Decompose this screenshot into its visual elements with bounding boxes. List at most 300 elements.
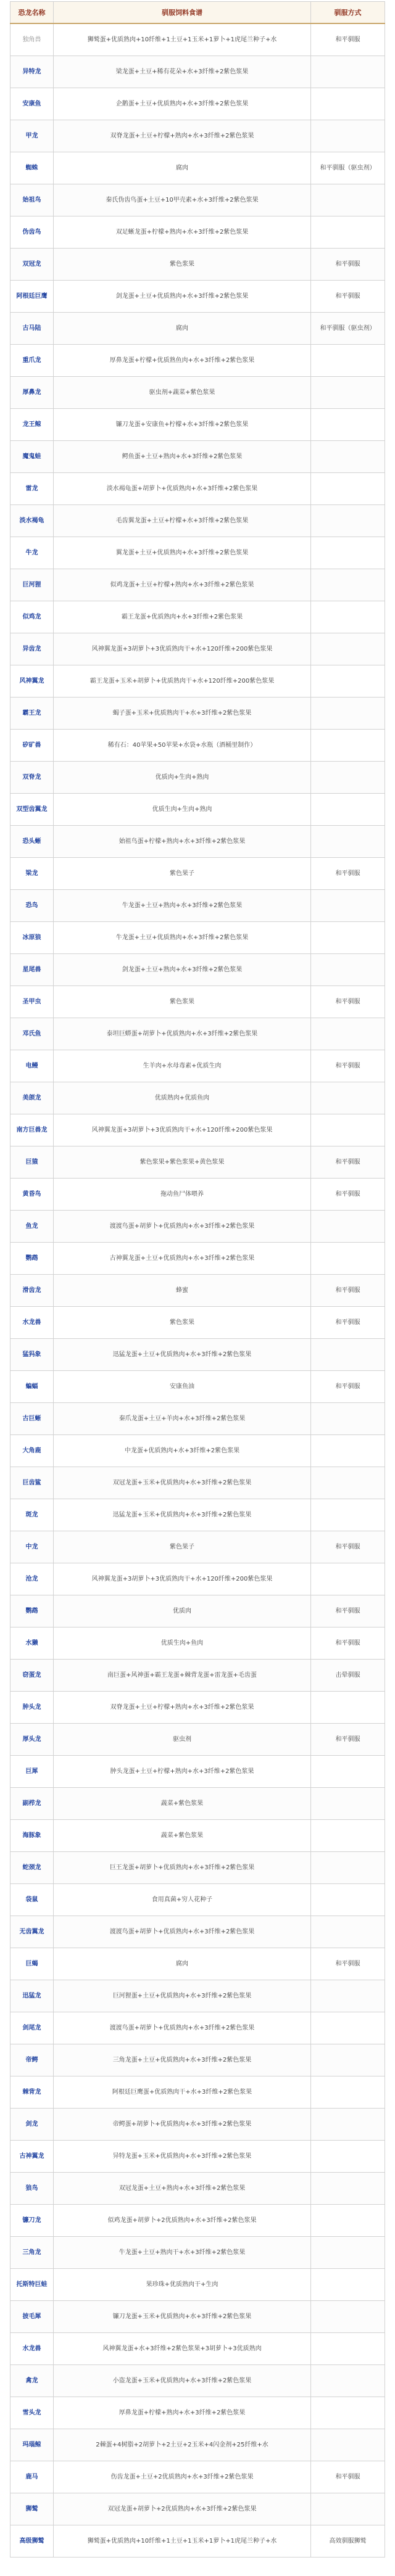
feed-recipe: 双冠龙蛋+玉米+优质熟肉+水+3纤维+2紫色浆果 — [54, 1467, 311, 1499]
table-row — [10, 248, 385, 280]
taming-method — [311, 2044, 385, 2076]
taming-method: 和平驯服 — [311, 1723, 385, 1755]
table-header-row — [10, 2, 385, 24]
feed-recipe: 伤齿龙蛋+土豆+2优质熟肉+水+3纤维+2紫色浆果 — [54, 2461, 311, 2493]
taming-method — [311, 601, 385, 633]
taming-method — [311, 921, 385, 953]
table-row — [10, 344, 385, 376]
taming-method — [311, 2236, 385, 2268]
dino-name: 异齿龙 — [10, 633, 54, 665]
dino-name: 黄昏鸟 — [10, 1178, 54, 1210]
table-row — [10, 216, 385, 248]
table-row — [10, 408, 385, 440]
feed-recipe: 优质肉 — [54, 1595, 311, 1627]
dino-name: 大角鹿 — [10, 1434, 54, 1467]
taming-method — [311, 2493, 385, 2525]
taming-method — [311, 2332, 385, 2364]
feed-recipe: 厚鼻龙蛋+柠檬+优质熟鱼肉+水+3纤维+2紫色浆果 — [54, 344, 311, 376]
taming-method — [311, 761, 385, 793]
dino-name: 冰原狼 — [10, 921, 54, 953]
dino-name: 异特龙 — [10, 56, 54, 88]
dino-name: 托斯特巨蛙 — [10, 2268, 54, 2300]
taming-method — [311, 1691, 385, 1723]
table-row — [10, 184, 385, 216]
feed-recipe: 紫色浆果+紫色浆果+黄色浆果 — [54, 1146, 311, 1178]
taming-method — [311, 2204, 385, 2236]
taming-method: 和平驯服 — [311, 857, 385, 889]
feed-recipe: 始祖鸟蛋+柠檬+熟肉+水+3纤维+2紫色浆果 — [54, 825, 311, 857]
feed-recipe: 优质生肉+鱼肉 — [54, 1627, 311, 1659]
taming-method — [311, 665, 385, 697]
table-row — [10, 761, 385, 793]
taming-method: 和平驯服 — [311, 1370, 385, 1402]
table-row — [10, 986, 385, 1018]
table-row — [10, 857, 385, 889]
table-row — [10, 1691, 385, 1723]
feed-recipe: 双脊龙蛋+土豆+柠檬+熟肉+水+3纤维+2紫色浆果 — [54, 120, 311, 152]
table-row — [10, 729, 385, 761]
dino-name: 古巨蜥 — [10, 1402, 54, 1434]
table-row — [10, 2012, 385, 2044]
dino-name: 古马陆 — [10, 312, 54, 344]
taming-method: 和平驯服 — [311, 1274, 385, 1306]
table-row — [10, 2364, 385, 2397]
taming-method — [311, 1787, 385, 1819]
taming-method — [311, 1210, 385, 1242]
feed-recipe: 紫色浆果 — [54, 1306, 311, 1338]
feed-recipe: 蝎子蛋+玉米+优质熟肉干+水+3纤维+2紫色浆果 — [54, 697, 311, 729]
dino-name: 鱼龙 — [10, 1210, 54, 1242]
dino-name: 中龙 — [10, 1531, 54, 1563]
feed-recipe: 梁龙蛋+土豆+稀有花朵+水+3纤维+2紫色浆果 — [54, 56, 311, 88]
feed-recipe: 镰刀龙蛋+安康鱼+柠檬+水+3纤维+2紫色浆果 — [54, 408, 311, 440]
dino-name: 电鳗 — [10, 1050, 54, 1082]
table-row — [10, 1050, 385, 1082]
feed-recipe: 腐肉 — [54, 312, 311, 344]
feed-recipe: 毛齿翼龙蛋+土豆+柠檬+水+3纤维+2紫色浆果 — [54, 504, 311, 537]
feed-recipe: 紫色浆果 — [54, 248, 311, 280]
feed-recipe: 帝鳄蛋+胡萝卜+优质熟肉+水+3纤维+2紫色浆果 — [54, 2108, 311, 2140]
feed-recipe: 风神翼龙蛋+3胡萝卜+3优质熟肉干+水+120纤维+200紫色浆果 — [54, 1563, 311, 1595]
table-row — [10, 56, 385, 88]
dino-name: 鹿马 — [10, 2461, 54, 2493]
feed-recipe: 小盗龙蛋+玉米+优质熟肉+水+3纤维+2紫色浆果 — [54, 2364, 311, 2397]
taming-method — [311, 56, 385, 88]
dino-name: 风神翼龙 — [10, 665, 54, 697]
feed-recipe: 镰刀龙蛋+玉米+优质熟肉+水+3纤维+2紫色浆果 — [54, 2300, 311, 2332]
dino-name: 矽矿兽 — [10, 729, 54, 761]
taming-method — [311, 1883, 385, 1916]
taming-method — [311, 1563, 385, 1595]
feed-recipe: 渡渡鸟蛋+胡萝卜+优质熟肉+水+3纤维+2紫色浆果 — [54, 1916, 311, 1948]
taming-method — [311, 793, 385, 825]
table-row — [10, 1082, 385, 1114]
taming-method — [311, 1114, 385, 1146]
table-row — [10, 504, 385, 537]
table-row — [10, 1434, 385, 1467]
table-row — [10, 2429, 385, 2461]
table-row — [10, 1210, 385, 1242]
dino-name: 似鸡龙 — [10, 601, 54, 633]
dino-name: 龙王鲸 — [10, 408, 54, 440]
taming-method: 高效驯服狮鹫 — [311, 2525, 385, 2557]
taming-method — [311, 825, 385, 857]
dino-name: 恐鸟 — [10, 889, 54, 921]
feed-recipe: 巨河狸蛋+土豆+优质熟肉+水+3纤维+2紫色浆果 — [54, 1980, 311, 2012]
table-row — [10, 152, 385, 184]
table-row — [10, 1242, 385, 1274]
taming-method — [311, 2012, 385, 2044]
taming-method — [311, 376, 385, 408]
table-row — [10, 2268, 385, 2300]
taming-method: 和平驯服 — [311, 2461, 385, 2493]
taming-method — [311, 1242, 385, 1274]
feed-recipe: 牛龙蛋+土豆+熟肉干+水+3纤维+2紫色浆果 — [54, 2236, 311, 2268]
feed-recipe: 南巨蛋+风神蛋+霸王龙蛋+棘背龙蛋+雷龙蛋+毛齿蛋 — [54, 1659, 311, 1691]
table-row — [10, 1627, 385, 1659]
dino-name: 厚头龙 — [10, 1723, 54, 1755]
dino-name: 淡水褐龟 — [10, 504, 54, 537]
feed-recipe: 蜂蜜 — [54, 1274, 311, 1306]
dino-name: 棘背龙 — [10, 2076, 54, 2108]
taming-method — [311, 1082, 385, 1114]
dino-name: 独角兽 — [10, 23, 54, 56]
table-row — [10, 665, 385, 697]
feed-recipe: 迅猛龙蛋+玉米+优质熟肉+水+3纤维+2紫色浆果 — [54, 1499, 311, 1531]
dino-name: 巨齿鲨 — [10, 1467, 54, 1499]
taming-table — [10, 1, 385, 2557]
dino-name: 迅猛龙 — [10, 1980, 54, 2012]
feed-recipe: 秦爪龙蛋+土豆+羊肉+水+3纤维+2紫色浆果 — [54, 1402, 311, 1434]
table-row — [10, 1723, 385, 1755]
feed-recipe: 秦氏伪齿鸟蛋+土豆+10甲壳素+水+3纤维+2紫色浆果 — [54, 184, 311, 216]
taming-method — [311, 2108, 385, 2140]
table-row — [10, 793, 385, 825]
dino-name: 鹦鹉 — [10, 1595, 54, 1627]
table-row — [10, 312, 385, 344]
feed-recipe: 巨王龙蛋+胡萝卜+优质熟肉+水+3纤维+2紫色浆果 — [54, 1851, 311, 1883]
taming-method — [311, 184, 385, 216]
table-row — [10, 1980, 385, 2012]
taming-method — [311, 2300, 385, 2332]
dino-name: 雷龙 — [10, 472, 54, 504]
taming-method — [311, 2140, 385, 2172]
feed-recipe: 狮鹫蛋+优质熟肉+10纤维+1土豆+1玉米+1萝卜+1虎尾兰种子+水 — [54, 23, 311, 56]
taming-method — [311, 472, 385, 504]
table-row — [10, 23, 385, 56]
dino-name: 禽龙 — [10, 2364, 54, 2397]
feed-recipe: 翼龙蛋+土豆+优质熟肉+水+3纤维+2紫色浆果 — [54, 537, 311, 569]
header-name: 恐龙名称 — [10, 2, 54, 24]
taming-method — [311, 569, 385, 601]
feed-recipe: 稀有石：40苹果+50苹果+水袋+水瓶（酒桶里制作） — [54, 729, 311, 761]
feed-recipe: 渡渡鸟蛋+胡萝卜+优质熟肉+水+3纤维+2紫色浆果 — [54, 1210, 311, 1242]
feed-recipe: 腐肉 — [54, 1948, 311, 1980]
dino-name: 恐头蜥 — [10, 825, 54, 857]
feed-recipe: 异特龙蛋+玉米+优质熟肉+水+3纤维+2紫色浆果 — [54, 2140, 311, 2172]
taming-method — [311, 2076, 385, 2108]
taming-method: 击晕驯服 — [311, 1659, 385, 1691]
feed-recipe: 拖动鱼尸体喂养 — [54, 1178, 311, 1210]
taming-method — [311, 953, 385, 986]
feed-recipe: 生羊肉+水母毒素+优质生肉 — [54, 1050, 311, 1082]
dino-name: 巨犀 — [10, 1755, 54, 1787]
table-row — [10, 88, 385, 120]
feed-recipe: 双冠龙蛋+胡萝卜+2优质熟肉+水+3纤维+2紫色浆果 — [54, 2493, 311, 2525]
feed-recipe: 腐肉 — [54, 152, 311, 184]
taming-method — [311, 1819, 385, 1851]
table-row — [10, 472, 385, 504]
table-row — [10, 1819, 385, 1851]
dino-name: 斑龙 — [10, 1499, 54, 1531]
table-row — [10, 1178, 385, 1210]
taming-method — [311, 633, 385, 665]
table-row — [10, 633, 385, 665]
table-row — [10, 1467, 385, 1499]
dino-name: 猛犸象 — [10, 1338, 54, 1370]
dino-name: 安康鱼 — [10, 88, 54, 120]
table-row — [10, 1306, 385, 1338]
dino-name: 巨猿 — [10, 1146, 54, 1178]
dino-name: 巨蝎 — [10, 1948, 54, 1980]
taming-method — [311, 88, 385, 120]
dino-name: 圣甲虫 — [10, 986, 54, 1018]
taming-method: 和平驯服 — [311, 1948, 385, 1980]
taming-method — [311, 2397, 385, 2429]
taming-method — [311, 1980, 385, 2012]
table-row — [10, 1114, 385, 1146]
feed-recipe: 2棘蛋+4树脂+2胡萝卜+2土豆+2玉米+4闪金剂+25纤维+水 — [54, 2429, 311, 2461]
header-feed: 驯服饲料食谱 — [54, 2, 311, 24]
feed-recipe: 狮鹫蛋+优质熟肉+10纤维+1土豆+1玉米+1萝卜+1虎尾兰种子+水 — [54, 2525, 311, 2557]
taming-method: 和平驯服 — [311, 986, 385, 1018]
table-row — [10, 1883, 385, 1916]
table-row — [10, 1402, 385, 1434]
feed-recipe: 阿根廷巨鹰蛋+优质熟肉干+水+3纤维+2紫色浆果 — [54, 2076, 311, 2108]
header-method: 驯服方式 — [311, 2, 385, 24]
table-row — [10, 2044, 385, 2076]
table-row — [10, 2172, 385, 2204]
taming-method: 和平驯服（驱虫剂） — [311, 312, 385, 344]
dino-name: 阿根廷巨鹰 — [10, 280, 54, 312]
dino-name: 始祖鸟 — [10, 184, 54, 216]
dino-name: 星尾兽 — [10, 953, 54, 986]
taming-method — [311, 1018, 385, 1050]
taming-method — [311, 1851, 385, 1883]
taming-method — [311, 1402, 385, 1434]
taming-method — [311, 889, 385, 921]
taming-method: 和平驯服（驱虫剂） — [311, 152, 385, 184]
table-row — [10, 697, 385, 729]
feed-recipe: 三角龙蛋+土豆+优质熟肉+水+3纤维+2紫色浆果 — [54, 2044, 311, 2076]
feed-recipe: 霸王龙蛋+优质熟肉+水+3纤维+2紫色浆果 — [54, 601, 311, 633]
taming-method — [311, 729, 385, 761]
taming-method — [311, 1434, 385, 1467]
feed-recipe: 牛龙蛋+土豆+熟肉+水+3纤维+2紫色浆果 — [54, 889, 311, 921]
dino-name: 副栉龙 — [10, 1787, 54, 1819]
dino-name: 霸王龙 — [10, 697, 54, 729]
dino-name: 高级狮鹫 — [10, 2525, 54, 2557]
dino-name: 鹦鹉 — [10, 1242, 54, 1274]
dino-name: 古神翼龙 — [10, 2140, 54, 2172]
taming-method — [311, 216, 385, 248]
dino-name: 狼鸟 — [10, 2172, 54, 2204]
feed-recipe: 安康鱼油 — [54, 1370, 311, 1402]
taming-method — [311, 537, 385, 569]
taming-method: 和平驯服 — [311, 1531, 385, 1563]
taming-method: 和平驯服 — [311, 1595, 385, 1627]
taming-method — [311, 1755, 385, 1787]
table-row — [10, 2493, 385, 2525]
feed-recipe: 双冠龙蛋+土豆+熟肉+水+3纤维+2紫色浆果 — [54, 2172, 311, 2204]
dino-name: 蜘蛛 — [10, 152, 54, 184]
dino-name: 双脊龙 — [10, 761, 54, 793]
dino-name: 狮鹫 — [10, 2493, 54, 2525]
table-row — [10, 120, 385, 152]
dino-name: 双型齿翼龙 — [10, 793, 54, 825]
feed-recipe: 风神翼龙蛋+3胡萝卜+3优质熟肉干+水+120纤维+200紫色浆果 — [54, 633, 311, 665]
table-row — [10, 2525, 385, 2557]
table-row — [10, 2076, 385, 2108]
table-row — [10, 601, 385, 633]
table-row — [10, 1755, 385, 1787]
table-row — [10, 2300, 385, 2332]
taming-method: 和平驯服 — [311, 1178, 385, 1210]
feed-recipe: 果珍珠+优质熟肉干+生肉 — [54, 2268, 311, 2300]
dino-name: 剑尾龙 — [10, 2012, 54, 2044]
dino-name: 雪头龙 — [10, 2397, 54, 2429]
taming-method — [311, 1499, 385, 1531]
feed-recipe: 厚鼻龙蛋+柠檬+熟肉+水+3纤维+2紫色浆果 — [54, 2397, 311, 2429]
dino-name: 海豚象 — [10, 1819, 54, 1851]
taming-method: 和平驯服 — [311, 1627, 385, 1659]
dino-name: 滑齿龙 — [10, 1274, 54, 1306]
taming-method — [311, 1338, 385, 1370]
dino-name: 重爪龙 — [10, 344, 54, 376]
dino-name: 水龙兽 — [10, 2332, 54, 2364]
feed-recipe: 淡水褐龟蛋+胡萝卜+优质熟肉+水+3纤维+2紫色浆果 — [54, 472, 311, 504]
dino-name: 无齿翼龙 — [10, 1916, 54, 1948]
dino-name: 魔鬼蛙 — [10, 440, 54, 472]
dino-name: 水獭 — [10, 1627, 54, 1659]
feed-recipe: 牛龙蛋+土豆+优质熟肉+水+3纤维+2紫色浆果 — [54, 921, 311, 953]
dino-name: 梁龙 — [10, 857, 54, 889]
taming-method — [311, 504, 385, 537]
feed-recipe: 霸王龙蛋+玉米+胡萝卜+优质熟肉干+水+120纤维+200紫色浆果 — [54, 665, 311, 697]
table-row — [10, 2204, 385, 2236]
dino-name: 袋鼠 — [10, 1883, 54, 1916]
table-row — [10, 825, 385, 857]
table-row — [10, 1851, 385, 1883]
table-row — [10, 1916, 385, 1948]
taming-method — [311, 2429, 385, 2461]
dino-name: 美颌龙 — [10, 1082, 54, 1114]
feed-recipe: 蔬菜+紫色浆果 — [54, 1787, 311, 1819]
table-row — [10, 537, 385, 569]
feed-recipe: 食用真菌+穷人花种子 — [54, 1883, 311, 1916]
feed-recipe: 肿头龙蛋+土豆+柠檬+熟肉+水+3纤维+2紫色浆果 — [54, 1755, 311, 1787]
table-row — [10, 1338, 385, 1370]
dino-name: 南方巨兽龙 — [10, 1114, 54, 1146]
taming-method — [311, 440, 385, 472]
dino-name: 帝鳄 — [10, 2044, 54, 2076]
feed-recipe: 优质熟肉+优质鱼肉 — [54, 1082, 311, 1114]
feed-recipe: 剑龙蛋+土豆+熟肉+水+3纤维+2紫色浆果 — [54, 953, 311, 986]
dino-name: 甲龙 — [10, 120, 54, 152]
table-row — [10, 1146, 385, 1178]
feed-recipe: 驱虫剂+蔬菜+紫色浆果 — [54, 376, 311, 408]
dino-name: 肿头龙 — [10, 1691, 54, 1723]
table-row — [10, 440, 385, 472]
feed-recipe: 似鸡龙蛋+土豆+柠檬+熟肉+水+3纤维+2紫色浆果 — [54, 569, 311, 601]
taming-method — [311, 120, 385, 152]
dino-name: 披毛犀 — [10, 2300, 54, 2332]
feed-recipe: 优质肉+生肉+熟肉 — [54, 761, 311, 793]
feed-recipe: 紫色果子 — [54, 1531, 311, 1563]
feed-recipe: 中龙蛋+优质熟肉+水+3纤维+2紫色浆果 — [54, 1434, 311, 1467]
dino-name: 蝙蝠 — [10, 1370, 54, 1402]
feed-recipe: 双脊龙蛋+土豆+柠檬+熟肉+水+3纤维+2紫色浆果 — [54, 1691, 311, 1723]
table-row — [10, 376, 385, 408]
dino-name: 邓氏鱼 — [10, 1018, 54, 1050]
table-row — [10, 1274, 385, 1306]
table-row — [10, 1659, 385, 1691]
feed-recipe: 企鹅蛋+土豆+优质熟肉+水+3纤维+2紫色浆果 — [54, 88, 311, 120]
dino-name: 厚鼻龙 — [10, 376, 54, 408]
dino-name: 玛瑙鲸 — [10, 2429, 54, 2461]
taming-method: 和平驯服 — [311, 23, 385, 56]
taming-method — [311, 2364, 385, 2397]
dino-name: 三角龙 — [10, 2236, 54, 2268]
taming-method: 和平驯服 — [311, 248, 385, 280]
table-row — [10, 280, 385, 312]
taming-method: 和平驯服 — [311, 1146, 385, 1178]
dino-name: 窃蛋龙 — [10, 1659, 54, 1691]
table-row — [10, 1531, 385, 1563]
feed-recipe: 鳄鱼蛋+土豆+熟肉+水+3纤维+2紫色浆果 — [54, 440, 311, 472]
feed-recipe: 蔬菜+紫色浆果 — [54, 1819, 311, 1851]
dino-name: 双冠龙 — [10, 248, 54, 280]
dino-name: 剑龙 — [10, 2108, 54, 2140]
feed-recipe: 紫色浆果 — [54, 986, 311, 1018]
feed-recipe: 双足蜥龙蛋+柠檬+熟肉+水+3纤维+2紫色浆果 — [54, 216, 311, 248]
feed-recipe: 迅猛龙蛋+土豆+优质熟肉+水+3纤维+2紫色浆果 — [54, 1338, 311, 1370]
dino-name: 伪齿鸟 — [10, 216, 54, 248]
table-row — [10, 953, 385, 986]
taming-method — [311, 1467, 385, 1499]
taming-method — [311, 2172, 385, 2204]
feed-recipe: 风神翼龙蛋+水+3纤维+2紫色浆果+3胡萝卜+3优质熟肉 — [54, 2332, 311, 2364]
taming-method: 和平驯服 — [311, 1306, 385, 1338]
table-row — [10, 1499, 385, 1531]
feed-recipe: 剑龙蛋+土豆+优质熟肉+水+3纤维+2紫色浆果 — [54, 280, 311, 312]
feed-recipe: 古神翼龙蛋+土豆+优质熟肉+水+3纤维+2紫色浆果 — [54, 1242, 311, 1274]
feed-recipe: 紫色果子 — [54, 857, 311, 889]
taming-method: 和平驯服 — [311, 280, 385, 312]
table-row — [10, 1948, 385, 1980]
table-row — [10, 889, 385, 921]
table-row — [10, 2461, 385, 2493]
dino-name: 牛龙 — [10, 537, 54, 569]
table-row — [10, 921, 385, 953]
table-row — [10, 1018, 385, 1050]
feed-recipe: 渡渡鸟蛋+胡萝卜+优质熟肉+水+3纤维+2紫色浆果 — [54, 2012, 311, 2044]
taming-method — [311, 1916, 385, 1948]
dino-name: 蛇颈龙 — [10, 1851, 54, 1883]
taming-method — [311, 2268, 385, 2300]
dino-name: 沧龙 — [10, 1563, 54, 1595]
taming-method — [311, 408, 385, 440]
